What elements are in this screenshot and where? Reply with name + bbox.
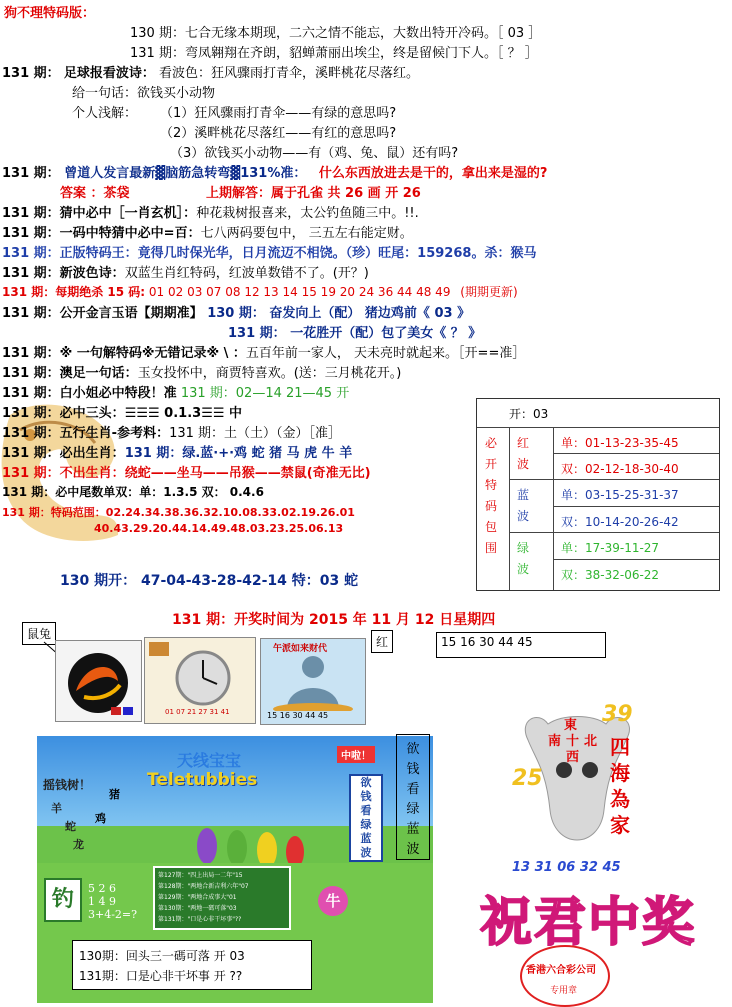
skull-39: 39 [602,702,633,727]
line-text: 双蓝生肖红特码，红波单数错不了。(开？) [124,266,369,281]
skull-panel [508,700,646,876]
red-odd: 单：01-13-23-35-45 [561,436,679,450]
wave-table [476,398,720,591]
line-text: 种花栽树报喜来，太公钓鱼随三中。!!. [196,206,419,221]
period-label: 131 期： [2,285,56,299]
callout-rabbit: 鼠兔 [22,622,56,645]
mini-line: 第128期："两地合新吉利六年"07 [158,883,249,890]
callout-red: 红 [371,630,393,653]
green-even: 双：38-32-06-22 [561,568,660,582]
line-label: 必中三头： [59,406,125,421]
skull-dir-south: 南 [548,734,562,749]
range-numbers-2: 40.43.29.20.44.14.49.48.03.23.25.06.13 [94,522,344,535]
green-odd: 单：17-39-11-27 [561,541,660,555]
daoren-question: 什么东西放进去是干的，拿出来是湿的? [318,166,548,181]
three-heads-line [2,402,242,421]
divider [553,506,719,507]
line-label: 公开金言玉语【期期准】 [59,306,203,321]
period-label: 131 期： [2,246,60,261]
guess-zodiac-line [2,202,419,221]
fish-digits: 5 2 6 1 4 9 3+4-2=? [88,882,138,921]
football-hint-b: （2）溪畔桃花尽落红——有红的意思吗? [160,126,397,141]
divider [509,427,510,590]
football-line [2,62,419,81]
period-label: 131 期： [2,226,60,241]
tele-animals: 羊 蛇 龙 [51,802,84,851]
tele-subtitle: Teletubbies [147,770,258,790]
period-label: 131 期： [2,366,60,381]
wave-poem-line [2,262,369,281]
golden-words-line [2,302,470,321]
macau-line [2,362,401,381]
clock-panel [144,637,256,724]
answer-box [72,940,312,990]
cow-icon: 牛 [318,886,348,916]
tele-tree: 摇钱树！ [43,778,92,792]
divider [477,427,719,428]
football-hint-label: 个人浅解： [72,106,138,121]
buddha-graphic [261,651,365,711]
line-label: 新波色诗： [59,266,125,281]
line-label: 正版特码王：竟得几时保光华，日月流迈不相饶。（珍）旺尾：159268。杀：猴马 [59,246,537,261]
line-text: 131 期：02—14 21—45 开 [180,386,350,401]
daoren-question-label: 曾道人发言最新▓脑筋急转弯▓131%准： [64,166,307,181]
mini-list [153,866,291,930]
line-label: 白小姐必中特段！准 [59,386,177,401]
tail-line [2,483,264,500]
line-text: 131 期：绿.蓝·+·鸡 蛇 猪 马 虎 牛 羊 [124,446,353,461]
white-lady-line [2,382,349,401]
line-text: 七八两码要包中， 三五左右能定财。 [200,226,413,241]
tele-title: 天线宝宝 [177,751,242,770]
daoren-last-answer: 上期解答：属于孔雀 共 26 画 开 26 [206,186,421,201]
divider [553,453,719,454]
divider [509,479,719,480]
five-elements-line [2,422,341,441]
line-label: 必出生肖： [59,446,125,461]
period-label: 131 期： [2,386,60,401]
line-label: 不出生肖： [59,466,125,481]
tele-sign: 欲 钱 看 绿 蓝 波 [349,774,383,862]
range-line [2,504,355,520]
stamp-text-2: 专用章 [550,986,578,996]
skull-25: 25 [512,766,543,791]
line-text: ☰☰☰ 0.1.3☰☰ 中 [124,406,243,421]
page-title: 狗不理特码版： [4,6,96,21]
period-label: 131 期： [2,485,56,499]
skull-dir-center: 十 [566,734,580,749]
line-text: 131 期：土（土）（金）［准］ [169,426,342,441]
callout-vertical: 欲 钱 看 绿 蓝 波 [406,742,420,857]
range-numbers-1: 02.24.34.38.36.32.10.08.33.02.19.26.01 [105,506,355,519]
line-text: 玉女投怀中，商贾特喜欢。(送：三月桃花开。) [137,366,402,381]
skull-dir-east: 東 [564,718,578,733]
blessing: 祝君中奖 [480,893,697,953]
period-label: 131 期： [2,166,60,181]
mini-line: 第130期："两地一碼可落"03 [158,905,237,912]
clock-numbers: 01 07 21 27 31 41 [165,708,230,716]
stamp-text: 香港六合彩公司 [526,965,596,976]
skull-side: 四 海 為 家 [610,735,630,837]
line-text: 绕蛇——坐马——吊猴——禁鼠(奇准无比) [124,466,371,481]
red-wave-label: 红 波 [517,436,530,471]
daoren-answer: 答案 ：茶袋 [60,186,130,201]
tele-animal: 鸡 [95,812,106,825]
no-zodiac-line [2,462,371,481]
period-label: 131 期： [2,506,51,519]
skull-dir-north: 北 [584,734,598,749]
buddha-panel [260,638,366,725]
period-label: 131 期： [2,446,60,461]
football-hint-c: （3）欲钱买小动物——有（鸡、兔、鼠）还有吗? [170,146,459,161]
tele-badge: 中啦！ [337,746,375,763]
buddha-numbers: 15 16 30 44 45 [267,711,329,720]
football-title: 足球报看波诗： [63,66,155,81]
answer-131: 131期：口是心非干坏事 开 ?? [79,969,243,983]
table-side-label: 必 开 特 码 包 围 [485,436,498,555]
golden-131: 131 期： 一花胜开（配）包了美女《 ？ 》 [228,326,482,341]
period-label: 131 期： [2,346,60,361]
line-130-hint: 130 期：七合无缘本期现，二六之情不能忘，大数出特开冷码。［ 03 ］ [130,26,542,41]
line-label: 每期绝杀 15 码: [55,285,146,299]
fish-icon: 钓 [44,878,82,922]
period-label: 131 期： [2,406,60,421]
green-wave-label: 绿 波 [517,541,530,576]
football-hint: 给一句话：欲钱买小动物 [72,86,216,101]
mini-line: 第129期："两地合成事大"01 [158,894,237,901]
period-label: 131 期： [2,266,60,281]
line-131-hint: 131 期：弯凤翱翔在齐朗，貂蝉萧丽出埃尘，终是留候门下人。［ ？ ］ [130,46,538,61]
one-code-line [2,222,413,241]
football-body: 看波色：狂风骤雨打青伞，溪畔桃花尽落红。 [158,66,419,81]
mini-line: 第131期："口是心非干坏事"?? [158,916,242,923]
blue-even: 双：10-14-20-26-42 [561,515,679,529]
skull-numbers: 13 31 06 32 45 [512,860,621,875]
blue-wave-label: 蓝 波 [517,488,530,523]
table-open: 开：03 [509,407,549,421]
daoren-line [2,162,547,181]
stamp [520,945,610,1007]
kill-note: (期期更新) [460,285,518,299]
divider [553,427,554,590]
callout-frame [396,734,430,860]
answer-130: 130期：回头三一碼可落 开 03 [79,949,245,963]
line-label: 猜中必中［一肖玄机］： [59,206,197,221]
period-label: 131 期： [2,206,60,221]
divider [509,532,719,533]
period-label: 131 期： [2,306,60,321]
swirl-panel [55,640,142,722]
swirl-graphic [56,641,141,721]
football-hint-a: （1）狂风骤雨打青伞——有绿的意思吗? [160,106,397,121]
line-text: 单：1.3.5 双： 0.4.6 [139,485,264,499]
line-label: 必中尾数单双： [55,485,140,499]
special-code-king-line [2,242,536,261]
one-sentence-line [2,342,525,361]
kill-15-line [2,283,518,300]
line-label: 五行生肖-参考料： [59,426,170,441]
golden-130: 130 期： 奋发向上（配） 猪边鸡前《 03 》 [207,306,471,321]
tele-animal: 猪 [109,788,120,801]
line-text: 五百年前一家人， 天未亮时就起来。［开==准］ [245,346,526,361]
line-label: ※ 一句解特码※无错记录※ \ ： [59,346,246,361]
skull-dir-west: 西 [566,750,580,765]
blue-odd: 单：03-15-25-31-37 [561,488,679,502]
line-label: 特码范围： [50,506,106,519]
draw-time: 131 期：开奖时间为 2015 年 11 月 12 日星期四 [172,612,496,628]
period-label: 131 期： [2,66,60,81]
result-130: 130 期开： 47-04-43-28-42-14 特：03 蛇 [60,573,359,589]
kill-numbers: 01 02 03 07 08 12 13 14 15 19 20 24 36 44 48 49 [148,285,451,299]
line-label: 澳足一句话： [59,366,138,381]
buddha-title: 午派如来财代 [273,644,328,654]
must-zodiac-line [2,442,352,461]
mini-line: 第127期："四上出局一二年"15 [158,872,243,879]
red-even: 双：02-12-18-30-40 [561,462,679,476]
line-label: 一码中特猜中必中=百： [59,226,201,241]
divider [553,559,719,560]
callout-numbers: 15 16 30 44 45 [436,632,606,658]
period-label: 131 期： [2,426,60,441]
period-label: 131 期： [2,466,60,481]
